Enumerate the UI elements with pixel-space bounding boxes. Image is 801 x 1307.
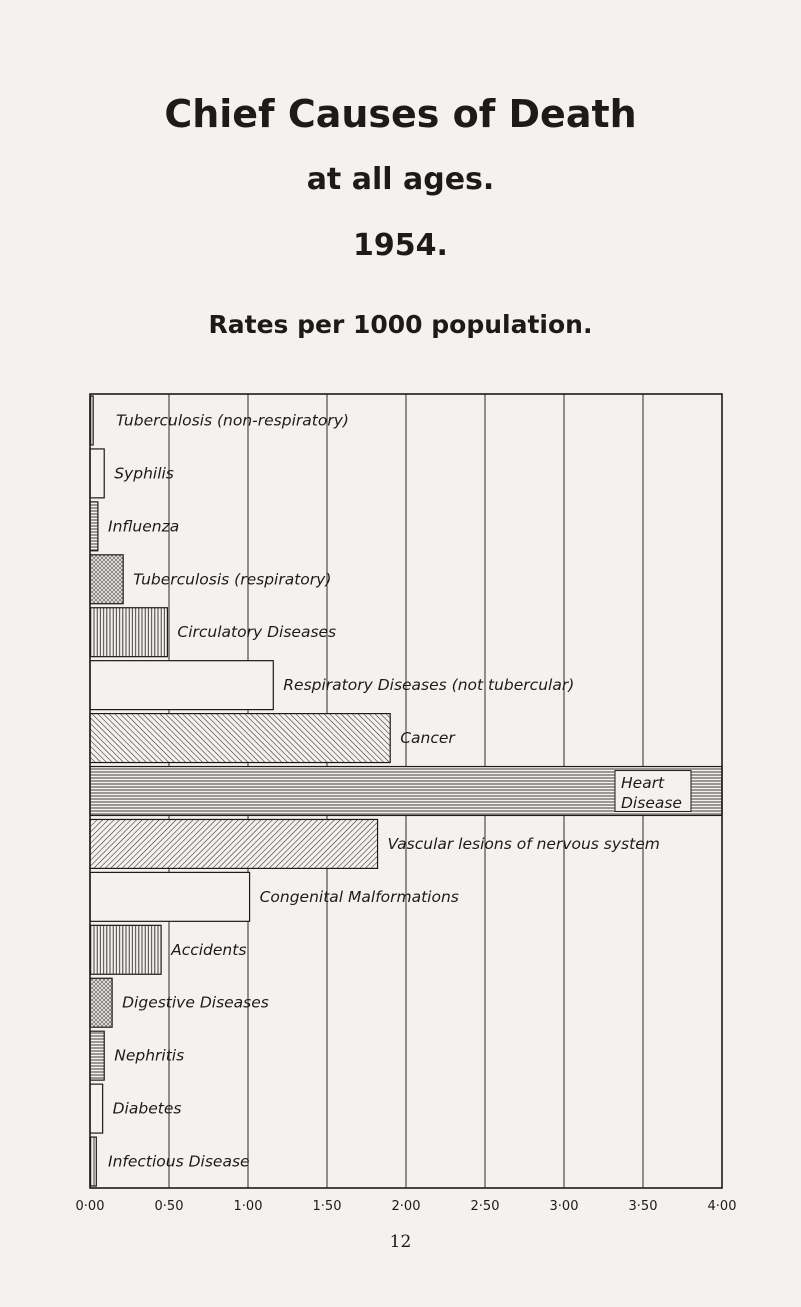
bar — [90, 925, 161, 974]
category-label: Tuberculosis (respiratory) — [133, 570, 332, 589]
category-label: Heart — [621, 774, 665, 792]
bar — [90, 1031, 104, 1080]
bar — [90, 449, 104, 498]
x-tick-label: 2·50 — [470, 1199, 500, 1214]
category-label: Vascular lesions of nervous system — [387, 834, 660, 853]
category-label: Diabetes — [112, 1099, 182, 1118]
chart-subtitle: Rates per 1000 population. — [208, 310, 593, 339]
bar — [90, 1084, 103, 1133]
category-label: Circulatory Diseases — [177, 623, 337, 642]
chart-title: Chief Causes of Death — [164, 92, 637, 136]
x-tick-label: 3·00 — [549, 1199, 579, 1214]
chart-title-line-2: at all ages. — [306, 162, 495, 197]
bar — [90, 608, 167, 657]
x-tick-label: 1·00 — [233, 1199, 263, 1214]
bar — [90, 502, 98, 551]
bar — [90, 1137, 96, 1186]
category-label: Nephritis — [114, 1046, 185, 1065]
x-tick-label: 4·00 — [707, 1199, 737, 1214]
x-tick-label: 0·50 — [154, 1199, 184, 1214]
bar — [90, 714, 390, 763]
bar — [90, 555, 123, 604]
x-tick-label: 2·00 — [391, 1199, 421, 1214]
bar — [90, 872, 250, 921]
category-label: Cancer — [400, 729, 455, 748]
x-tick-label: 3·50 — [628, 1199, 658, 1214]
category-label: Disease — [621, 794, 682, 812]
bar — [90, 661, 273, 710]
category-label: Digestive Diseases — [122, 993, 269, 1012]
x-tick-label: 1·50 — [312, 1199, 342, 1214]
bar — [90, 978, 112, 1027]
chart-year: 1954. — [353, 228, 448, 263]
bar — [90, 819, 378, 868]
category-label: Tuberculosis (non-respiratory) — [116, 411, 349, 430]
category-label: Infectious Disease — [108, 1152, 250, 1171]
category-label: Congenital Malformations — [259, 887, 459, 906]
x-tick-label: 0·00 — [75, 1199, 105, 1214]
x-axis-ticks — [76, 1199, 737, 1214]
category-label: Respiratory Diseases (not tubercular) — [283, 676, 575, 695]
category-label: Influenza — [108, 517, 180, 536]
page-number: 12 — [389, 1232, 412, 1252]
category-label: Accidents — [171, 940, 247, 959]
category-label: Syphilis — [114, 464, 174, 483]
